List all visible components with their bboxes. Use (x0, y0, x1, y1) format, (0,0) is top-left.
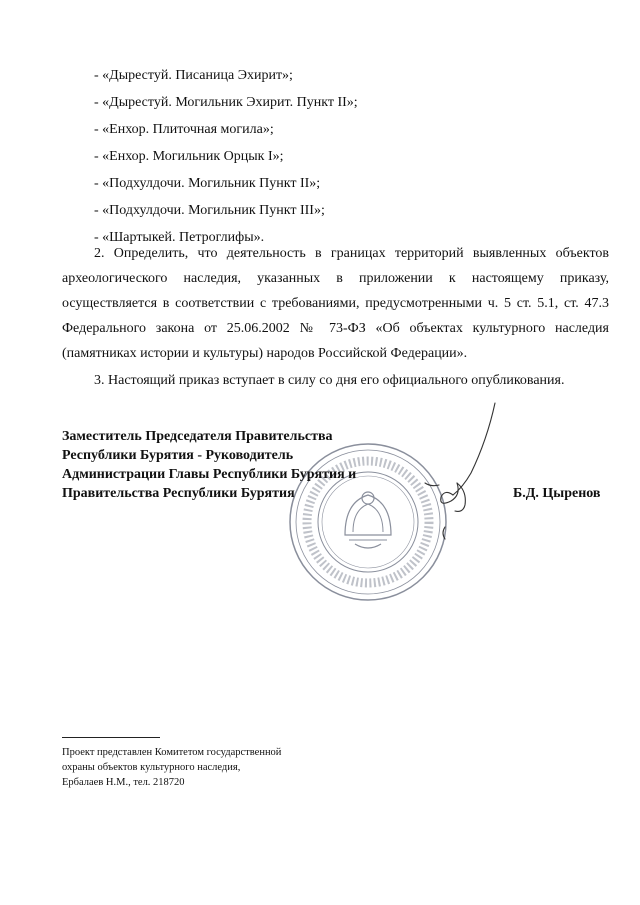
paragraph-3: 3. Настоящий приказ вступает в силу со дня его официального опубликования. (94, 373, 565, 388)
footnote-line-1: Проект представлен Комитетом государственной (62, 747, 282, 758)
list-item-4: - «Енхор. Могильник Орцык I»; (94, 149, 284, 164)
footnote-line-2: охраны объектов культурного наследия, (62, 762, 241, 773)
footnote-line-3: Ербалаев Н.М., тел. 218720 (62, 777, 185, 788)
signer-position-line-1: Заместитель Председателя Правительства (62, 429, 333, 444)
list-item-7: - «Шартыкей. Петроглифы». (94, 230, 265, 245)
footnote (62, 745, 281, 790)
signer-position (62, 427, 356, 503)
footnote-divider (62, 737, 160, 738)
list-item-5: - «Подхулдочи. Могильник Пункт II»; (94, 176, 321, 191)
list-item-6: - «Подхулдочи. Могильник Пункт III»; (94, 203, 325, 218)
signer-position-line-2: Республики Бурятия - Руководитель (62, 448, 294, 463)
list-item-1: - «Дырестуй. Писаница Эхирит»; (94, 68, 293, 83)
list-item-3: - «Енхор. Плиточная могила»; (94, 122, 274, 137)
signer-position-line-4: Правительства Республики Бурятия (62, 486, 295, 501)
signer-position-line-3: Администрации Главы Республики Бурятия и (62, 467, 357, 482)
paragraph-2: 2. Определить, что деятельность в границах территорий выявленных объектов археологического наследия, указанных в приложении к настоящему приказу, осуществляется в соответствии с требованиями, предусмотренными ч. 5 ст. 5.1, ст. 47.3 Федерального закона от 25.06.2002 № 73-ФЗ «Об объектах культурного наследия (памятниках истории и культуры) народов Российской Федерации». (62, 246, 609, 361)
signer-name: Б.Д. Цыренов (513, 486, 601, 501)
handwritten-signature-icon (395, 395, 515, 545)
list-item-2: - «Дырестуй. Могильник Эхирит. Пункт II»; (94, 95, 358, 110)
